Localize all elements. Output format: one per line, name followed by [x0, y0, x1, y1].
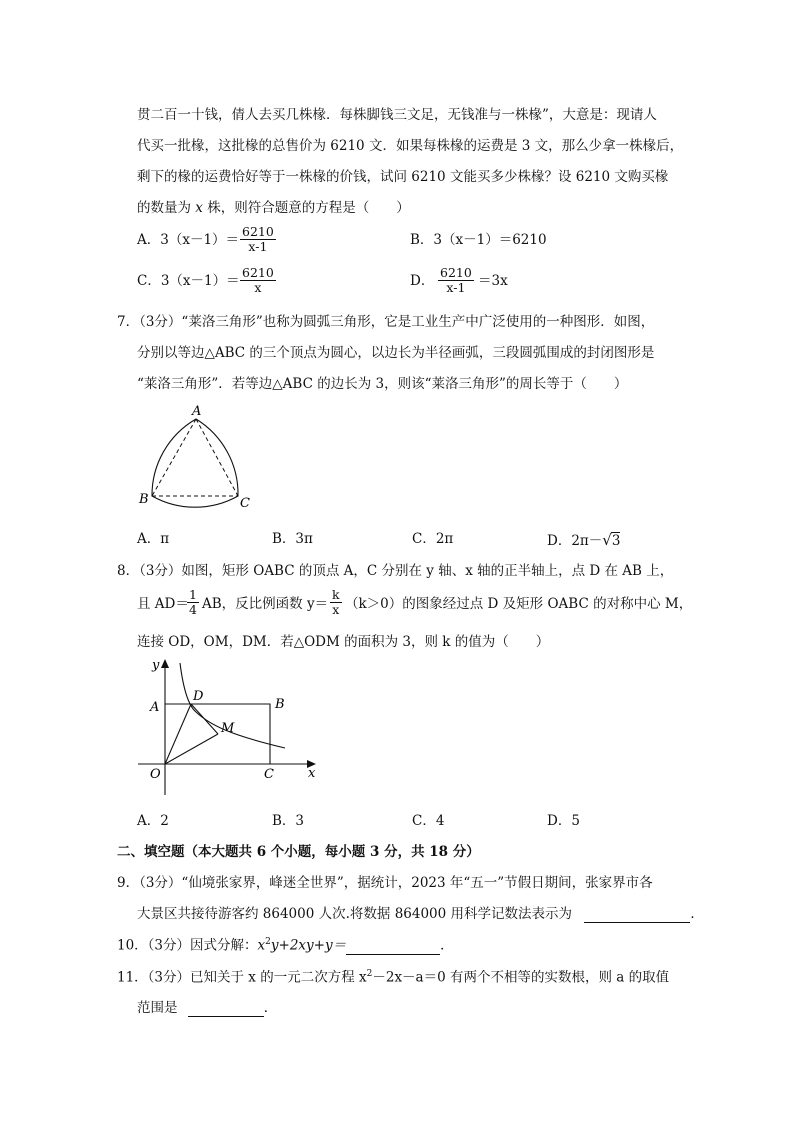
q7-line-3: “莱洛三角形”．若等边△ABC 的边长为 3，则该“莱洛三角形”的周长等于（ ）	[137, 376, 628, 392]
triangle-side-ab	[152, 419, 196, 496]
q6-line-2: 代买一批椽，这批椽的总售价为 6210 文．如果每株椽的运费是 3 文，那么少拿一株椽后，	[137, 138, 684, 154]
q6-line-4-b: 株，则符合题意的方程是（ ）	[202, 200, 410, 216]
q6-line-3: 剩下的椽的运费恰好等于一株椽的价钱，试问 6210 文能买多少株椽？设 6210 文购买椽	[137, 169, 669, 185]
q8-k-fraction	[330, 588, 342, 618]
point-label-b: B	[275, 697, 285, 712]
q10-expr-b: y+2xy+y＝	[270, 937, 347, 954]
segment-dm	[191, 704, 218, 734]
q6-option-c-fraction	[240, 266, 276, 296]
q10-expr-sup: 2	[265, 937, 271, 947]
q6-option-b: B．3（x－1）＝6210	[410, 232, 547, 248]
q6-option-a-num: 6210	[242, 224, 274, 239]
q7-option-c: C．2π	[412, 531, 454, 547]
q8-option-d: D．5	[547, 813, 580, 829]
q8-line-2-a: 且 AD＝	[137, 596, 189, 612]
reuleaux-outline	[152, 419, 238, 507]
point-label-d: D	[193, 689, 204, 704]
q8-k-frac-num: k	[332, 587, 340, 602]
q8-ad-frac-num: 1	[189, 587, 197, 602]
q11-prefix: 11．（3分）已知关于 x 的一元二次方程 x	[117, 969, 367, 986]
q9-line-2-text: 大景区共接待游客约 864000 人次.将数据 864000 用科学记数法表示为	[137, 906, 573, 922]
q6-option-a-prefix: A．3（x－1）＝	[137, 232, 240, 248]
reuleaux-triangle-figure	[130, 400, 260, 515]
q6-option-c-num: 6210	[242, 265, 274, 280]
segment-od	[165, 704, 191, 764]
q6-option-a-den: x-1	[248, 239, 268, 255]
q9-answer-blank[interactable]	[584, 906, 690, 923]
q10-line	[117, 937, 454, 955]
vertex-label-c: C	[240, 496, 250, 511]
point-label-c: C	[264, 767, 274, 782]
axis-label-y: y	[152, 658, 160, 673]
q7-line-1: 7．（3分）“莱洛三角形”也称为圆弧三角形，它是工业生产中广泛使用的一种图形．如图，	[117, 314, 655, 330]
q7-option-b: B．3π	[272, 531, 313, 547]
q6-option-d-fraction	[438, 266, 474, 296]
q9-line-2	[137, 906, 704, 923]
q11-line-1	[117, 969, 669, 986]
q8-option-b: B．3	[272, 813, 305, 829]
q10-end: ．	[440, 937, 454, 954]
q8-option-c: C．4	[412, 813, 445, 829]
q8-line-3: 连接 OD，OM，DM．若△ODM 的面积为 3，则 k 的值为（ ）	[137, 634, 550, 650]
q7-line-2: 分别以等边△ABC 的三个顶点为圆心，以边长为半径画弧，三段圆弧围成的封闭图形是	[137, 345, 655, 361]
point-label-o: O	[150, 767, 161, 782]
coordinate-figure	[130, 655, 330, 805]
q11-line-2-end: ．	[263, 1000, 278, 1016]
point-label-m: M	[221, 721, 235, 736]
q9-line-2-end: ．	[690, 906, 704, 922]
q7-option-d: D．2π－√3	[547, 531, 621, 549]
q6-line-4	[137, 200, 410, 216]
q6-option-c-den: x	[254, 280, 262, 296]
q8-k-frac-den: x	[332, 602, 340, 618]
q6-option-d-prefix: D．	[410, 273, 435, 289]
q8-line-2-b: AB，反比例函数 y＝	[202, 596, 329, 612]
q11-answer-blank[interactable]	[188, 1000, 264, 1017]
segment-om	[165, 734, 218, 764]
q8-line-1: 8．（3分）如图，矩形 OABC 的顶点 A，C 分别在 y 轴、x 轴的正半轴上，点 D 在 AB 上，	[117, 563, 674, 579]
q9-line-1: 9．（3分）“仙境张家界，峰迷全世界”，据统计，2023 年“五一”节假日期间，张家界市各	[117, 875, 653, 891]
q6-option-c-prefix: C．3（x－1）＝	[137, 273, 240, 289]
q7-option-d-prefix: D．2π－	[547, 533, 603, 549]
q10-prefix: 10．（3分）因式分解：	[117, 937, 258, 954]
q6-option-d-den: x-1	[446, 280, 466, 296]
q11-sup: 2	[366, 969, 373, 979]
q8-line-2-c: （k＞0）的图象经过点 D 及矩形 OABC 的对称中心 M，	[345, 596, 693, 612]
axis-label-x: x	[308, 766, 316, 781]
vertex-label-a: A	[192, 404, 202, 419]
q11-line-2-text: 范围是	[137, 1000, 178, 1016]
q6-option-d-num: 6210	[440, 265, 472, 280]
q8-option-a: A．2	[137, 813, 169, 829]
q6-line-1: 贯二百一十钱，倩人去买几株椽．每株脚钱三文足，无钱准与一株椽”，大意是：现请人	[137, 107, 657, 123]
q6-var-x: x	[195, 200, 203, 216]
q10-expr-a: x	[257, 937, 266, 954]
y-axis-arrow	[161, 659, 169, 668]
q7-option-a: A．π	[137, 531, 170, 547]
section-2-heading: 二、填空题（本大题共 6 个小题，每小题 3 分，共 18 分）	[117, 844, 480, 860]
q11-suffix: －2x－a＝0 有两个不相等的实数根，则 a 的取值	[372, 969, 670, 986]
q7-option-d-radicand: 3	[611, 533, 621, 549]
q8-ad-fraction	[187, 588, 199, 618]
q11-line-2	[137, 1000, 277, 1017]
triangle-side-ac	[196, 419, 238, 496]
q6-line-4-a: 的数量为	[137, 200, 196, 216]
q6-option-a-fraction	[240, 225, 276, 255]
point-label-a: A	[150, 700, 160, 715]
vertex-label-b: B	[139, 492, 149, 507]
q8-ad-frac-den: 4	[189, 602, 197, 618]
q10-answer-blank[interactable]	[346, 938, 440, 955]
q6-option-d-suffix: ＝3x	[478, 273, 508, 289]
